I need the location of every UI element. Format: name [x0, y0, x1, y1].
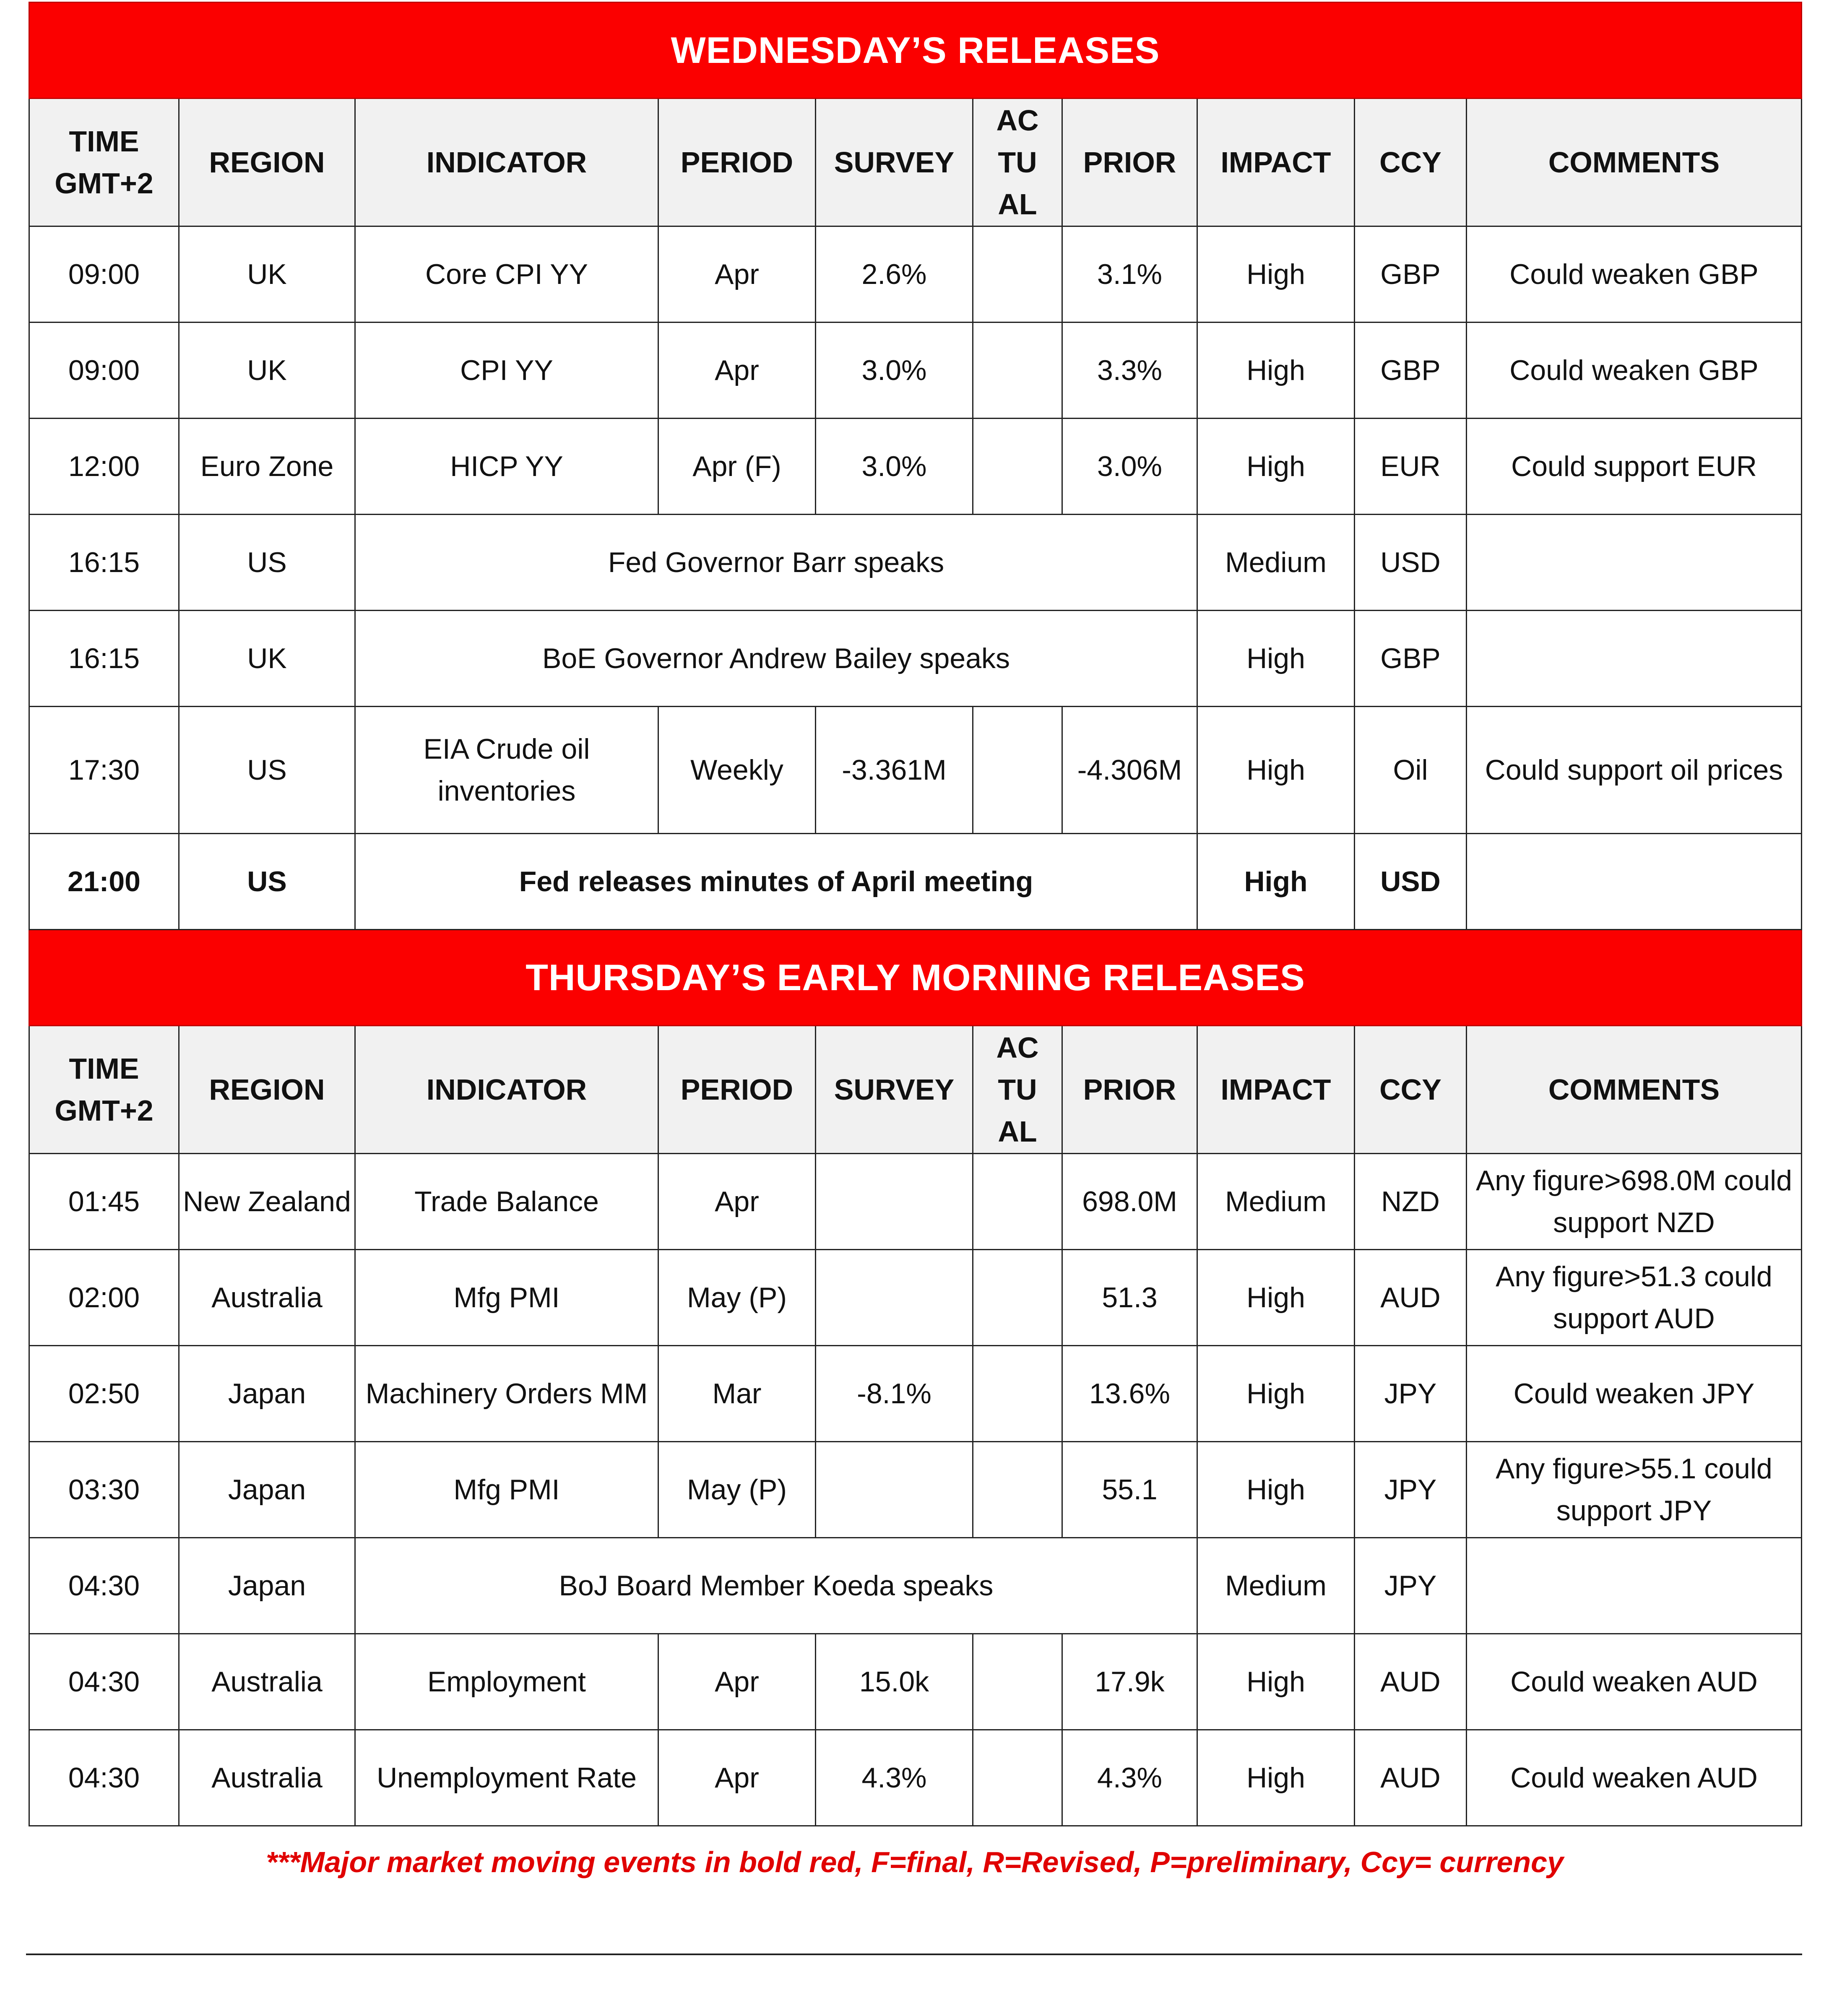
- region-cell: Australia: [179, 1634, 355, 1730]
- region-cell: Japan: [179, 1346, 355, 1442]
- event-cell: BoJ Board Member Koeda speaks: [355, 1538, 1197, 1634]
- survey-cell: -3.361M: [816, 707, 973, 834]
- comments-cell: Could weaken AUD: [1467, 1730, 1802, 1826]
- table-row: [29, 834, 1802, 930]
- section-title: WEDNESDAY’S RELEASES: [29, 3, 1802, 99]
- period-cell: May (P): [658, 1250, 816, 1346]
- column-header: CCY: [1355, 99, 1467, 226]
- ccy-cell: Oil: [1355, 707, 1467, 834]
- column-header: PERIOD: [658, 1026, 816, 1154]
- indicator-cell: Employment: [355, 1634, 658, 1730]
- indicator-cell: Mfg PMI: [355, 1442, 658, 1538]
- impact-cell: High: [1197, 834, 1355, 930]
- period-cell: Weekly: [658, 707, 816, 834]
- survey-cell: [816, 1250, 973, 1346]
- column-header-row: [29, 99, 1802, 226]
- prior-cell: 55.1: [1062, 1442, 1197, 1538]
- actual-cell: [973, 1154, 1062, 1250]
- comments-cell: [1467, 1538, 1802, 1634]
- indicator-cell: Trade Balance: [355, 1154, 658, 1250]
- impact-cell: High: [1197, 419, 1355, 515]
- time-cell: 02:00: [29, 1250, 179, 1346]
- time-cell: 16:15: [29, 515, 179, 611]
- ccy-cell: JPY: [1355, 1538, 1467, 1634]
- impact-cell: High: [1197, 1442, 1355, 1538]
- prior-cell: 51.3: [1062, 1250, 1197, 1346]
- comments-cell: Could weaken GBP: [1467, 323, 1802, 419]
- survey-cell: [816, 1442, 973, 1538]
- region-cell: Japan: [179, 1538, 355, 1634]
- region-cell: UK: [179, 323, 355, 419]
- footnote: ***Major market moving events in bold red, F=final, R=Revised, P=preliminary, Ccy= currency: [265, 1846, 1564, 1878]
- indicator-cell: Core CPI YY: [355, 226, 658, 323]
- comments-cell: Any figure>698.0M could support NZD: [1467, 1154, 1802, 1250]
- actual-cell: [973, 1346, 1062, 1442]
- table-row: [29, 1346, 1802, 1442]
- section-title: THURSDAY’S EARLY MORNING RELEASES: [29, 930, 1802, 1026]
- impact-cell: Medium: [1197, 515, 1355, 611]
- survey-cell: [816, 1154, 973, 1250]
- time-cell: 16:15: [29, 611, 179, 707]
- comments-cell: Could weaken GBP: [1467, 226, 1802, 323]
- ccy-cell: EUR: [1355, 419, 1467, 515]
- region-cell: Australia: [179, 1250, 355, 1346]
- period-cell: Apr: [658, 1730, 816, 1826]
- period-cell: Apr (F): [658, 419, 816, 515]
- comments-cell: [1467, 611, 1802, 707]
- section-banner: [29, 930, 1802, 1026]
- prior-cell: 698.0M: [1062, 1154, 1197, 1250]
- region-cell: UK: [179, 226, 355, 323]
- column-header: TIME GMT+2: [29, 99, 179, 226]
- comments-cell: Could weaken AUD: [1467, 1634, 1802, 1730]
- period-cell: Mar: [658, 1346, 816, 1442]
- ccy-cell: AUD: [1355, 1250, 1467, 1346]
- comments-cell: [1467, 515, 1802, 611]
- region-cell: UK: [179, 611, 355, 707]
- time-cell: 02:50: [29, 1346, 179, 1442]
- time-cell: 17:30: [29, 707, 179, 834]
- impact-cell: High: [1197, 611, 1355, 707]
- survey-cell: 3.0%: [816, 323, 973, 419]
- actual-cell: [973, 226, 1062, 323]
- column-header: PRIOR: [1062, 99, 1197, 226]
- prior-cell: 3.0%: [1062, 419, 1197, 515]
- event-cell: Fed releases minutes of April meeting: [355, 834, 1197, 930]
- survey-cell: 4.3%: [816, 1730, 973, 1826]
- survey-cell: 2.6%: [816, 226, 973, 323]
- comments-cell: Any figure>51.3 could support AUD: [1467, 1250, 1802, 1346]
- table-row: [29, 419, 1802, 515]
- time-cell: 09:00: [29, 323, 179, 419]
- column-header: COMMENTS: [1467, 1026, 1802, 1154]
- column-header: PRIOR: [1062, 1026, 1197, 1154]
- indicator-cell: EIA Crude oil inventories: [355, 707, 658, 834]
- ccy-cell: GBP: [1355, 323, 1467, 419]
- indicator-cell: CPI YY: [355, 323, 658, 419]
- column-header: IMPACT: [1197, 99, 1355, 226]
- table-row: [29, 226, 1802, 323]
- region-cell: Japan: [179, 1442, 355, 1538]
- column-header: CCY: [1355, 1026, 1467, 1154]
- table-row: [29, 1154, 1802, 1250]
- ccy-cell: NZD: [1355, 1154, 1467, 1250]
- column-header: SURVEY: [816, 99, 973, 226]
- survey-cell: 3.0%: [816, 419, 973, 515]
- impact-cell: Medium: [1197, 1538, 1355, 1634]
- column-header-row: [29, 1026, 1802, 1154]
- impact-cell: Medium: [1197, 1154, 1355, 1250]
- indicator-cell: Mfg PMI: [355, 1250, 658, 1346]
- prior-cell: 17.9k: [1062, 1634, 1197, 1730]
- region-cell: Australia: [179, 1730, 355, 1826]
- period-cell: Apr: [658, 1154, 816, 1250]
- impact-cell: High: [1197, 1250, 1355, 1346]
- indicator-cell: HICP YY: [355, 419, 658, 515]
- survey-cell: -8.1%: [816, 1346, 973, 1442]
- prior-cell: 3.3%: [1062, 323, 1197, 419]
- actual-cell: [973, 707, 1062, 834]
- actual-cell: [973, 1442, 1062, 1538]
- event-cell: Fed Governor Barr speaks: [355, 515, 1197, 611]
- survey-cell: 15.0k: [816, 1634, 973, 1730]
- time-cell: 04:30: [29, 1730, 179, 1826]
- comments-cell: Could support oil prices: [1467, 707, 1802, 834]
- bottom-divider: [26, 1954, 1802, 1955]
- section-banner: [29, 3, 1802, 99]
- column-header: INDICATOR: [355, 99, 658, 226]
- ccy-cell: JPY: [1355, 1346, 1467, 1442]
- ccy-cell: AUD: [1355, 1730, 1467, 1826]
- indicator-cell: Machinery Orders MM: [355, 1346, 658, 1442]
- impact-cell: High: [1197, 1346, 1355, 1442]
- time-cell: 04:30: [29, 1538, 179, 1634]
- region-cell: US: [179, 834, 355, 930]
- time-cell: 21:00: [29, 834, 179, 930]
- column-header: SURVEY: [816, 1026, 973, 1154]
- prior-cell: 13.6%: [1062, 1346, 1197, 1442]
- comments-cell: Any figure>55.1 could support JPY: [1467, 1442, 1802, 1538]
- time-cell: 01:45: [29, 1154, 179, 1250]
- actual-cell: [973, 323, 1062, 419]
- impact-cell: High: [1197, 707, 1355, 834]
- period-cell: Apr: [658, 226, 816, 323]
- table-row: [29, 611, 1802, 707]
- ccy-cell: GBP: [1355, 611, 1467, 707]
- ccy-cell: USD: [1355, 834, 1467, 930]
- impact-cell: High: [1197, 323, 1355, 419]
- period-cell: Apr: [658, 1634, 816, 1730]
- prior-cell: 3.1%: [1062, 226, 1197, 323]
- time-cell: 09:00: [29, 226, 179, 323]
- ccy-cell: GBP: [1355, 226, 1467, 323]
- table-row: [29, 1250, 1802, 1346]
- column-header: AC TU AL: [973, 1026, 1062, 1154]
- column-header: INDICATOR: [355, 1026, 658, 1154]
- column-header: IMPACT: [1197, 1026, 1355, 1154]
- column-header: REGION: [179, 99, 355, 226]
- table-row: [29, 1442, 1802, 1538]
- column-header: PERIOD: [658, 99, 816, 226]
- time-cell: 03:30: [29, 1442, 179, 1538]
- table-row: [29, 707, 1802, 834]
- table-row: [29, 1730, 1802, 1826]
- impact-cell: High: [1197, 1730, 1355, 1826]
- time-cell: 04:30: [29, 1634, 179, 1730]
- ccy-cell: AUD: [1355, 1634, 1467, 1730]
- region-cell: Euro Zone: [179, 419, 355, 515]
- region-cell: US: [179, 515, 355, 611]
- column-header: AC TU AL: [973, 99, 1062, 226]
- prior-cell: -4.306M: [1062, 707, 1197, 834]
- impact-cell: High: [1197, 1634, 1355, 1730]
- table-row: [29, 1538, 1802, 1634]
- actual-cell: [973, 1634, 1062, 1730]
- indicator-cell: Unemployment Rate: [355, 1730, 658, 1826]
- actual-cell: [973, 419, 1062, 515]
- comments-cell: Could support EUR: [1467, 419, 1802, 515]
- impact-cell: High: [1197, 226, 1355, 323]
- table-row: [29, 323, 1802, 419]
- comments-cell: Could weaken JPY: [1467, 1346, 1802, 1442]
- releases-table-body: [29, 3, 1802, 1826]
- column-header: TIME GMT+2: [29, 1026, 179, 1154]
- actual-cell: [973, 1250, 1062, 1346]
- period-cell: May (P): [658, 1442, 816, 1538]
- region-cell: New Zealand: [179, 1154, 355, 1250]
- time-cell: 12:00: [29, 419, 179, 515]
- prior-cell: 4.3%: [1062, 1730, 1197, 1826]
- ccy-cell: JPY: [1355, 1442, 1467, 1538]
- releases-calendar: [29, 2, 1801, 1826]
- releases-table: [29, 2, 1802, 1826]
- table-row: [29, 515, 1802, 611]
- actual-cell: [973, 1730, 1062, 1826]
- region-cell: US: [179, 707, 355, 834]
- ccy-cell: USD: [1355, 515, 1467, 611]
- period-cell: Apr: [658, 323, 816, 419]
- column-header: COMMENTS: [1467, 99, 1802, 226]
- column-header: REGION: [179, 1026, 355, 1154]
- table-row: [29, 1634, 1802, 1730]
- event-cell: BoE Governor Andrew Bailey speaks: [355, 611, 1197, 707]
- comments-cell: [1467, 834, 1802, 930]
